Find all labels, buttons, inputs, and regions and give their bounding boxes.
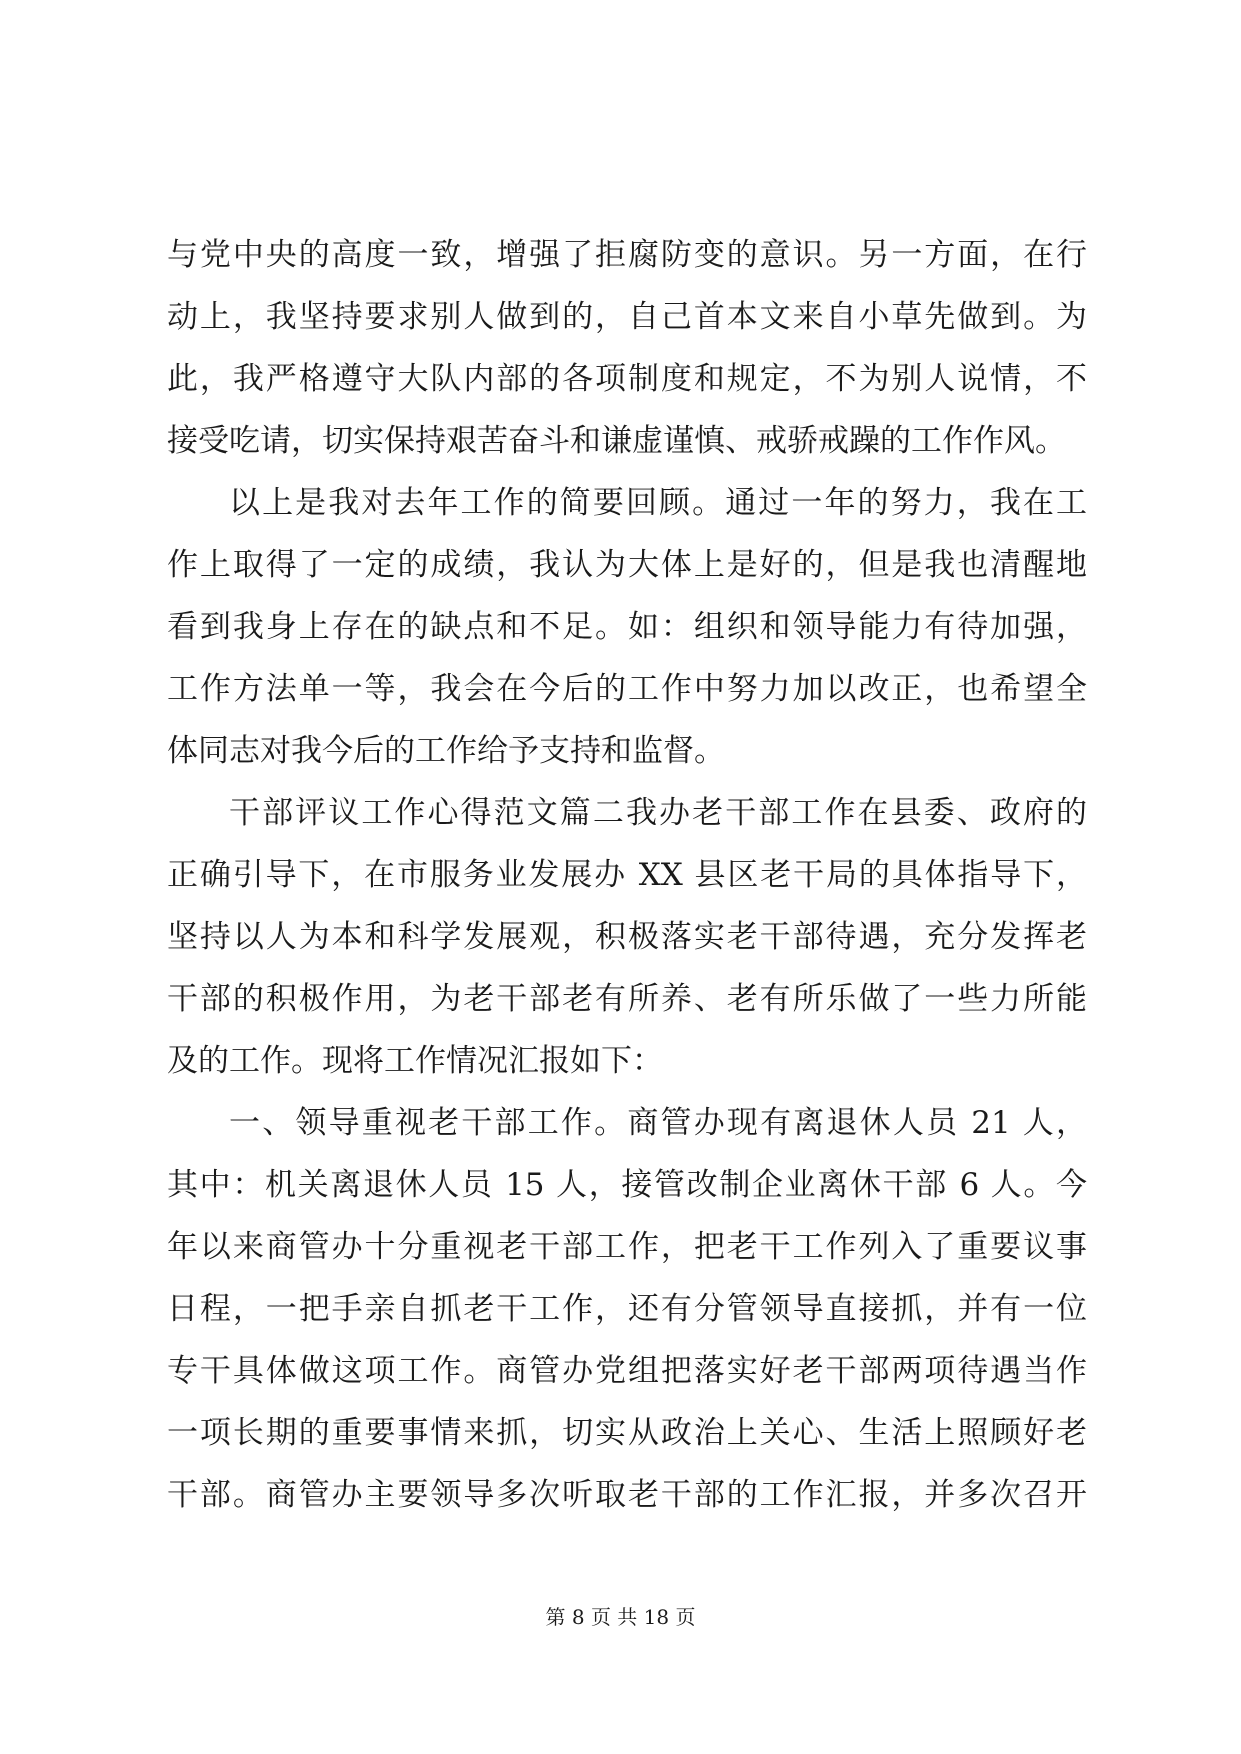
text-line: 与党中央的高度一致，增强了拒腐防变的意识。另一方面，在行 [167, 237, 1087, 273]
text-line: 动上，我坚持要求别人做到的，自己首本文来自小草先做到。为 [167, 299, 1087, 335]
text-line: 坚持以人为本和科学发展观，积极落实老干部待遇，充分发挥老 [167, 919, 1087, 955]
text-line: 看到我身上存在的缺点和不足。如：组织和领导能力有待加强， [167, 609, 1087, 645]
text-line: 以上是我对去年工作的简要回顾。通过一年的努力，我在工 [229, 485, 1087, 521]
text-line: 其中：机关离退休人员 15 人，接管改制企业离休干部 6 人。今 [167, 1167, 1087, 1203]
text-line: 日程，一把手亲自抓老干工作，还有分管领导直接抓，并有一位 [167, 1291, 1087, 1327]
text-line: 一项长期的重要事情来抓，切实从政治上关心、生活上照顾好老 [167, 1415, 1087, 1451]
body-text [167, 224, 1087, 1526]
text-line: 接受吃请，切实保持艰苦奋斗和谦虚谨慎、戒骄戒躁的工作作风。 [167, 423, 1066, 459]
text-line: 干部评议工作心得范文篇二我办老干部工作在县委、政府的 [229, 795, 1087, 831]
text-line: 作上取得了一定的成绩，我认为大体上是好的，但是我也清醒地 [167, 547, 1087, 583]
text-line: 年以来商管办十分重视老干部工作，把老干工作列入了重要议事 [167, 1229, 1087, 1265]
text-line: 干部的积极作用，为老干部老有所养、老有所乐做了一些力所能 [167, 981, 1087, 1017]
text-line: 干部。商管办主要领导多次听取老干部的工作汇报，并多次召开 [167, 1477, 1087, 1513]
page-footer: 第 8 页 共 18 页 [545, 1605, 696, 1629]
text-line: 一、领导重视老干部工作。商管办现有离退休人员 21 人， [229, 1105, 1087, 1141]
text-line: 工作方法单一等，我会在今后的工作中努力加以改正，也希望全 [167, 671, 1087, 707]
text-line: 体同志对我今后的工作给予支持和监督。 [167, 733, 725, 769]
text-line: 及的工作。现将工作情况汇报如下： [167, 1043, 663, 1079]
text-line: 此，我严格遵守大队内部的各项制度和规定，不为别人说情，不 [167, 361, 1087, 397]
text-line: 正确引导下，在市服务业发展办 XX 县区老干局的具体指导下， [167, 857, 1087, 893]
text-line: 专干具体做这项工作。商管办党组把落实好老干部两项待遇当作 [167, 1353, 1087, 1389]
